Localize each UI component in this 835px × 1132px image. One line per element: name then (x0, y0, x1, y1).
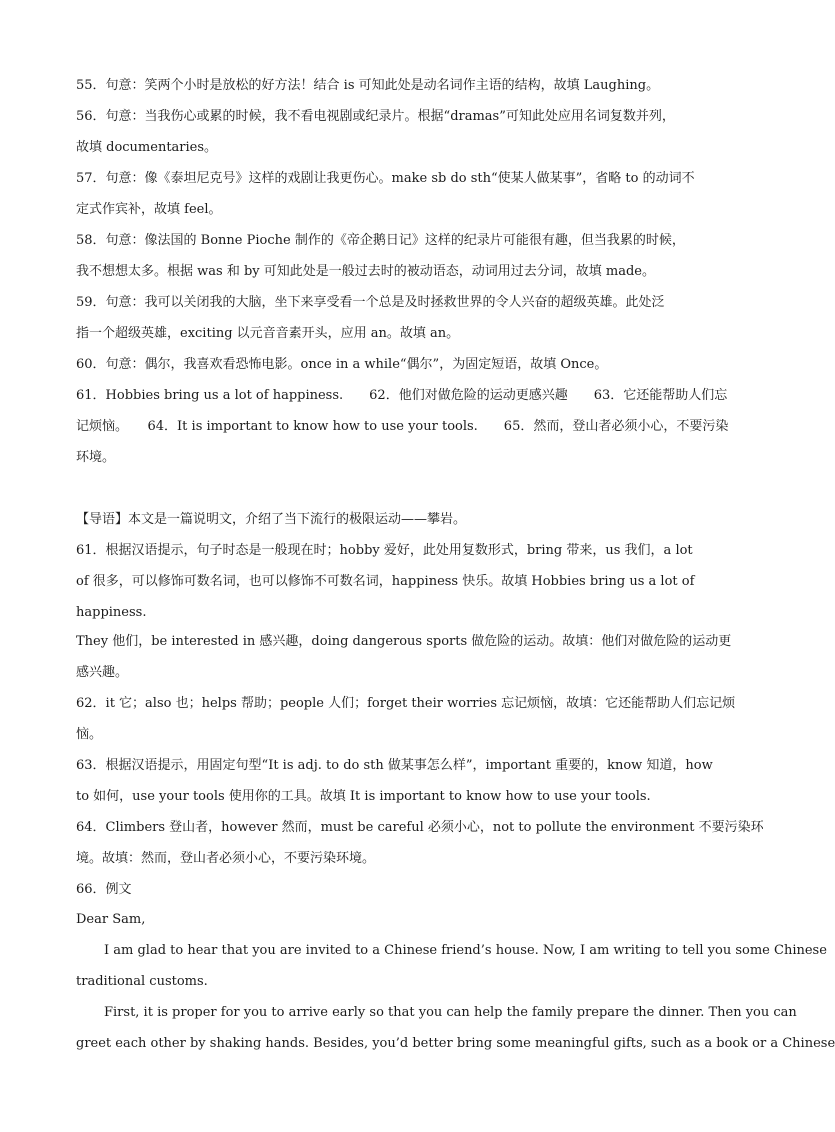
text-line: 60．句意：偶尔，我喜欢看恐怖电影。once in a while“偶尔”，为固定短语，故填 Once。 (76, 357, 608, 372)
text-line: 66．例文 (76, 882, 132, 897)
text-line: 55．句意：笑两个小时是放松的好方法！结合 is 可知此处是动名词作主语的结构，故填 Laughing。 (76, 78, 660, 93)
text-line: First, it is proper for you to arrive early so that you can help the family prepare the dinner. Then you can (104, 1005, 797, 1020)
text-line: 定式作宾补，故填 feel。 (76, 202, 222, 217)
text-line: of 很多，可以修饰可数名词，也可以修饰不可数名词，happiness 快乐。故填 Hobbies bring us a lot of (76, 574, 695, 589)
text-line: 64．Climbers 登山者，however 然而，must be careful 必须小心，not to pollute the environment 不要污染环 (76, 820, 764, 835)
text-line: Dear Sam, (76, 912, 146, 927)
text-line: 61．根据汉语提示，句子时态是一般现在时；hobby 爱好，此处用复数形式，bring 带来，us 我们，a lot (76, 543, 693, 558)
text-line: 59．句意：我可以关闭我的大脑，坐下来享受看一个总是及时拯救世界的令人兴奋的超级英雄。此处泛 (76, 295, 665, 310)
text-line: 环境。 (76, 450, 116, 465)
text-line: 感兴趣。 (76, 665, 129, 680)
text-line: 指一个超级英雄，exciting 以元音音素开头，应用 an。故填 an。 (76, 326, 460, 341)
text-line: 61．Hobbies bring us a lot of happiness. 62．他们对做危险的运动更感兴趣 63．它还能帮助人们忘 (76, 388, 728, 403)
text-line: I am glad to hear that you are invited to a Chinese friend’s house. Now, I am writing to tell you some Chinese (104, 943, 827, 958)
text-line: 境。故填：然而，登山者必须小心，不要污染环境。 (76, 851, 376, 866)
text-line: happiness. (76, 605, 147, 620)
text-line: 我不想想太多。根据 was 和 by 可知此处是一般过去时的被动语态，动词用过去分词，故填 made。 (76, 264, 655, 279)
text-line: 62．it 它；also 也；helps 帮助；people 人们；forget their worries 忘记烦恼，故填：它还能帮助人们忘记烦 (76, 696, 736, 711)
text-line: 57．句意：像《泰坦尼克号》这样的戏剧让我更伤心。make sb do sth“使某人做某事”，省略 to 的动词不 (76, 171, 695, 186)
text-line: greet each other by shaking hands. Besides, you’d better bring some meaningful gifts, such as a book or a Chinese (76, 1036, 835, 1051)
text-line: to 如何，use your tools 使用你的工具。故填 It is important to know how to use your tools. (76, 789, 651, 804)
text-line: 恼。 (76, 727, 103, 742)
text-line: 记烦恼。 64．It is important to know how to use your tools. 65．然而，登山者必须小心，不要污染 (76, 419, 729, 434)
text-line: 【导语】本文是一篇说明文，介绍了当下流行的极限运动——攀岩。 (76, 512, 467, 527)
text-line: traditional customs. (76, 974, 208, 989)
text-line: 故填 documentaries。 (76, 140, 218, 155)
text-line: They 他们，be interested in 感兴趣，doing dangerous sports 做危险的运动。故填：他们对做危险的运动更 (76, 634, 732, 649)
text-line: 58．句意：像法国的 Bonne Pioche 制作的《帝企鹅日记》这样的纪录片可能很有趣，但当我累的时候， (76, 233, 685, 248)
text-line: 56．句意：当我伤心或累的时候，我不看电视剧或纪录片。根据“dramas”可知此处应用名词复数并列， (76, 109, 675, 124)
text-line: 63．根据汉语提示，用固定句型“It is adj. to do sth 做某事怎么样”，important 重要的，know 知道，how (76, 758, 713, 773)
